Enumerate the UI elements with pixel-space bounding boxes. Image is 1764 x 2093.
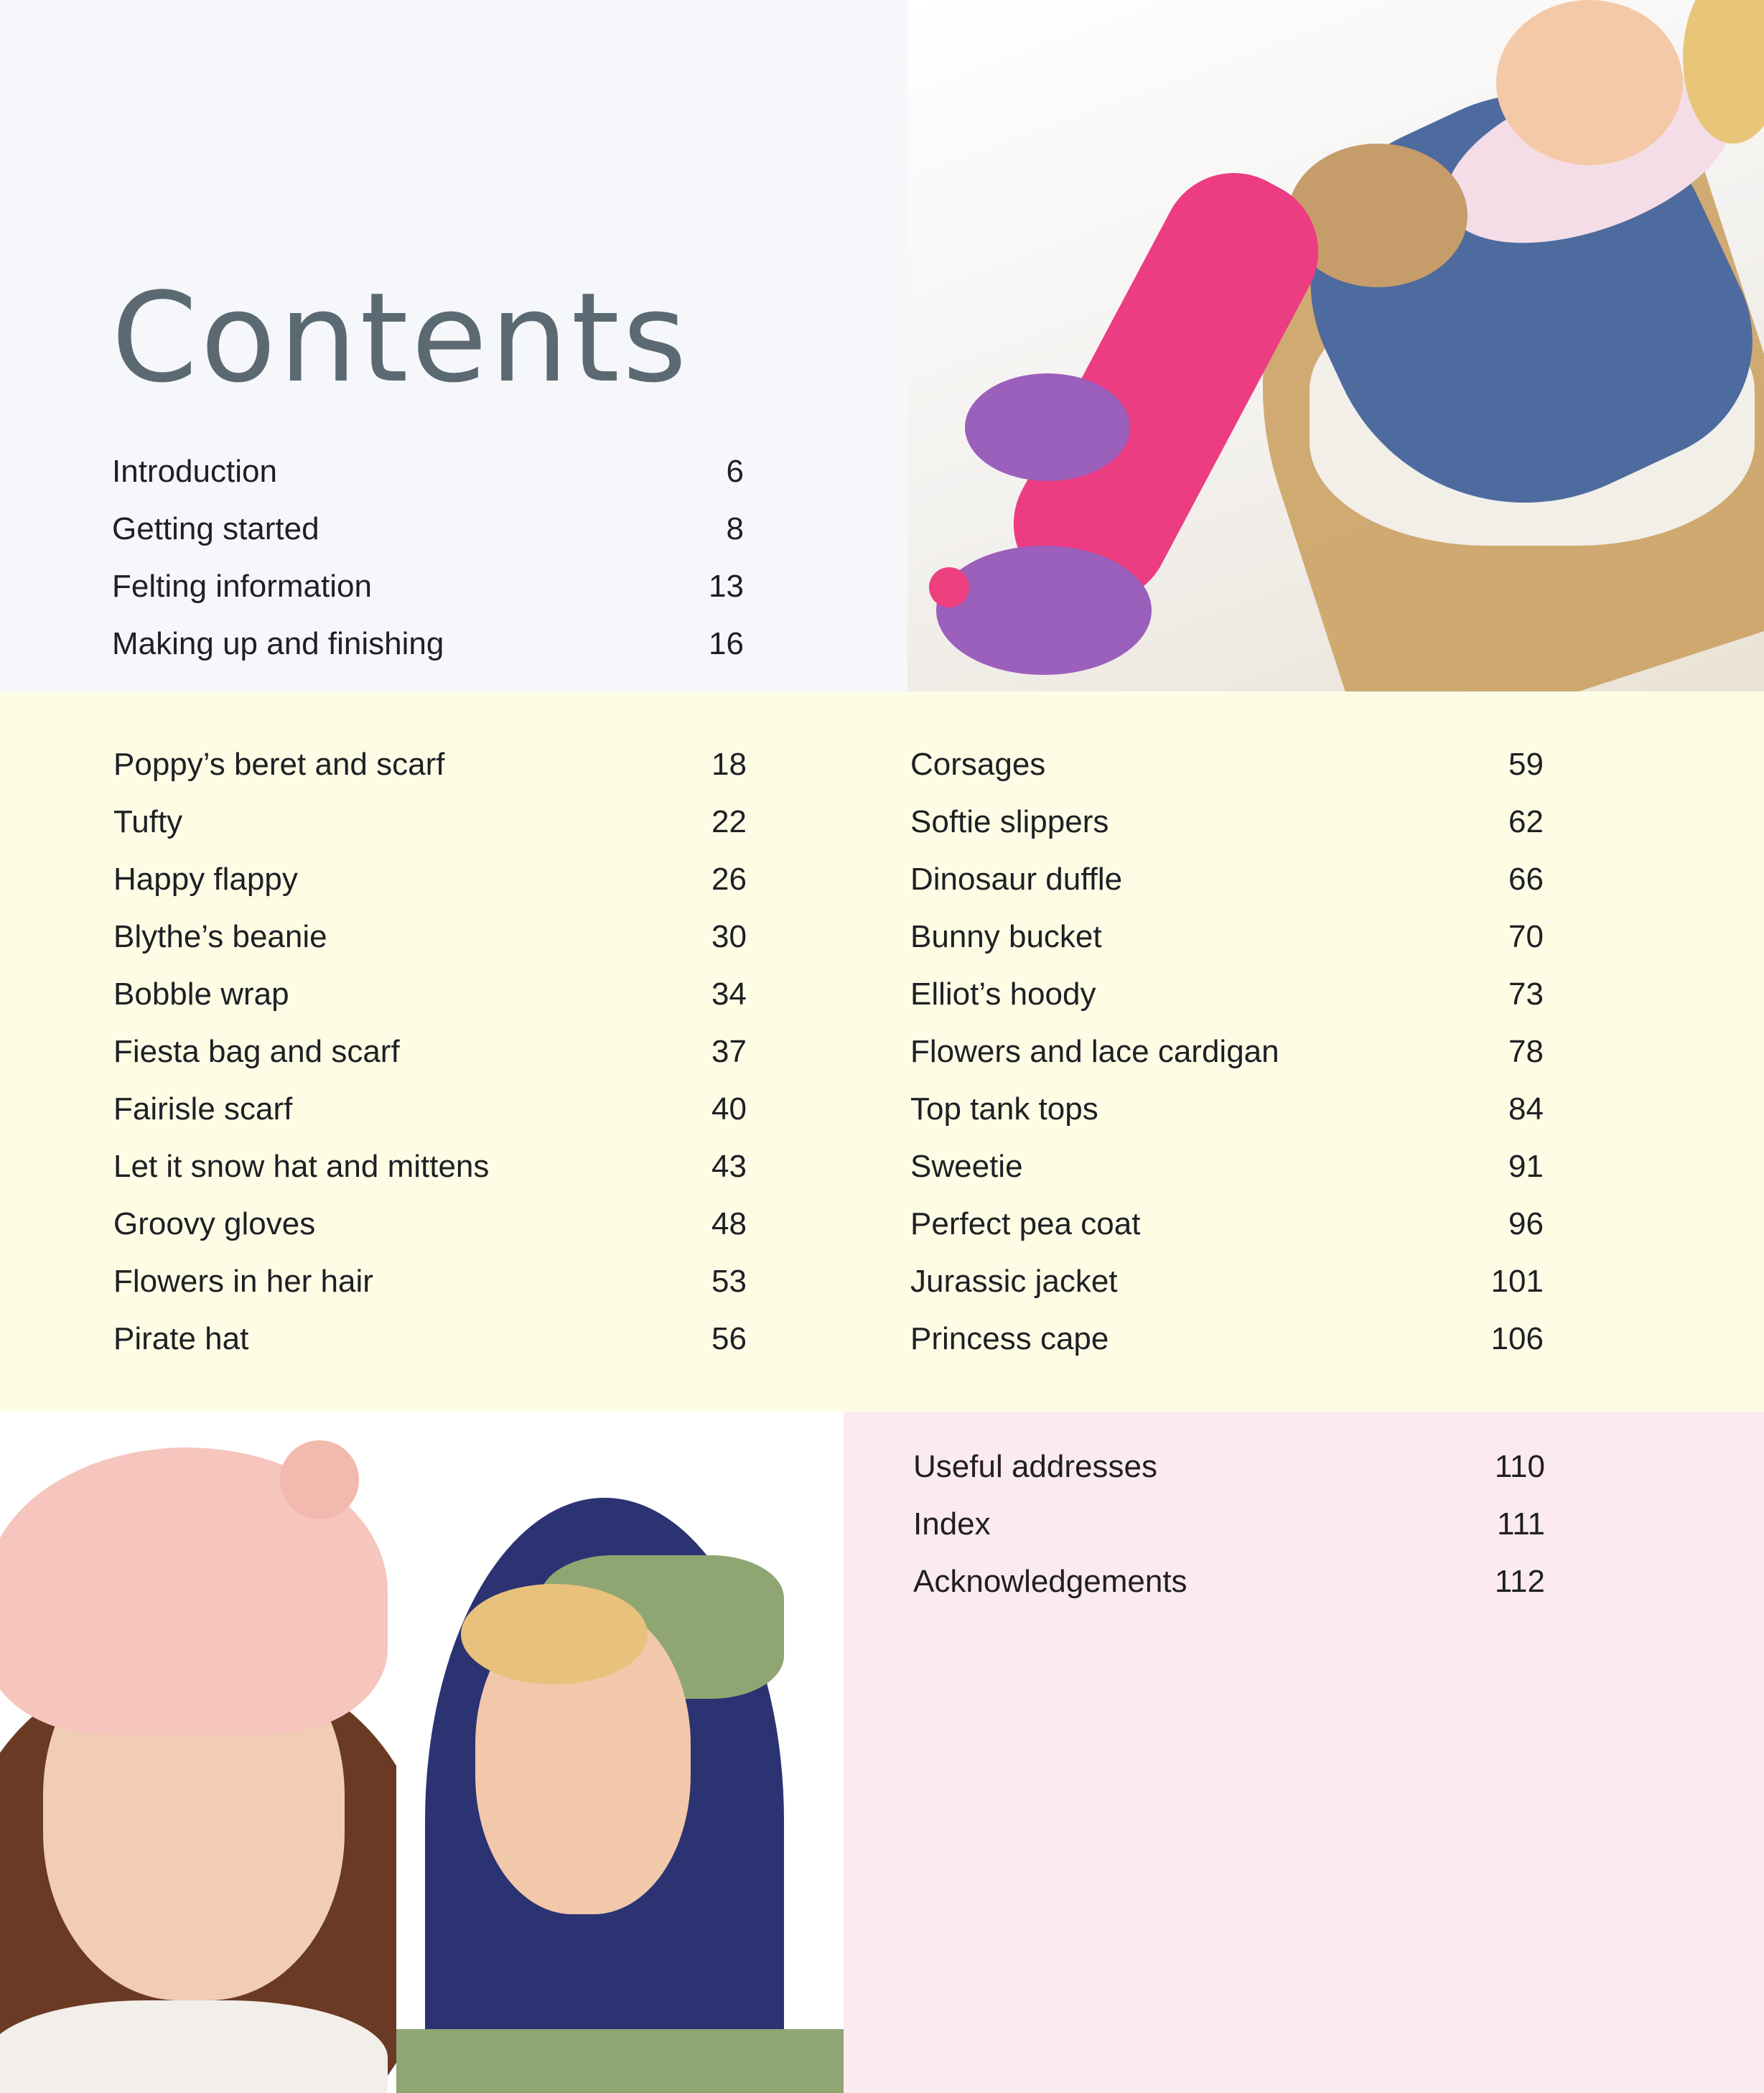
toc-entry[interactable] <box>113 1138 747 1195</box>
toc-entry-title: Felting information <box>112 569 372 604</box>
toc-entry[interactable] <box>113 1081 747 1138</box>
toc-entry[interactable] <box>113 1195 747 1253</box>
toc-entry[interactable] <box>113 966 747 1023</box>
toc-entry-title: Getting started <box>112 511 319 546</box>
toc-entry-title: Bunny bucket <box>910 919 1102 954</box>
toc-entry-page: 48 <box>711 1206 747 1241</box>
toc-entry-title: Happy flappy <box>113 862 298 897</box>
toc-entry[interactable] <box>913 1438 1545 1496</box>
toc-entry-title: Acknowledgements <box>913 1564 1187 1599</box>
toc-entry-page: 13 <box>709 569 744 604</box>
toc-entry[interactable] <box>113 1310 747 1368</box>
toc-entry[interactable] <box>112 615 744 673</box>
top <box>0 2000 388 2093</box>
toc-entry-title: Fiesta bag and scarf <box>113 1034 400 1069</box>
toc-entry[interactable] <box>113 793 747 851</box>
toc-entry[interactable] <box>910 1310 1544 1368</box>
page-title: Contents <box>111 266 690 411</box>
toc-entry[interactable] <box>910 908 1544 966</box>
toc-entry[interactable] <box>910 1253 1544 1310</box>
toc-entry-title: Dinosaur duffle <box>910 862 1123 897</box>
toc-entry[interactable] <box>913 1496 1545 1553</box>
toc-entry-title: Perfect pea coat <box>910 1206 1141 1241</box>
toc-entry-title: Pirate hat <box>113 1321 249 1356</box>
toc-entry[interactable] <box>112 558 744 615</box>
toc-entry[interactable] <box>910 1081 1544 1138</box>
toc-entry-page: 110 <box>1494 1449 1545 1484</box>
toc-entry-page: 16 <box>709 626 744 661</box>
toc-entry-title: Jurassic jacket <box>910 1264 1118 1299</box>
toc-entry-title: Top tank tops <box>910 1091 1098 1127</box>
toc-entry-page: 78 <box>1508 1034 1544 1069</box>
toc-entry-page: 22 <box>711 804 747 839</box>
toc-entry-title: Making up and finishing <box>112 626 444 661</box>
toc-entry-title: Elliot’s hoody <box>910 976 1096 1012</box>
toc-entry-page: 84 <box>1508 1091 1544 1127</box>
toc-entry[interactable] <box>910 793 1544 851</box>
toc-entry-title: Useful addresses <box>913 1449 1157 1484</box>
toc-entry-page: 37 <box>711 1034 747 1069</box>
hoody-stripe <box>396 2029 844 2093</box>
toc-entry-page: 101 <box>1490 1264 1544 1299</box>
photo-girl-in-lace-beret <box>0 1412 396 2093</box>
toc-entry-title: Tufty <box>113 804 183 839</box>
toc-entry-page: 96 <box>1508 1206 1544 1241</box>
toc-entry-title: Blythe’s beanie <box>113 919 327 954</box>
toc-intro-list <box>112 443 744 673</box>
toc-entry[interactable] <box>112 443 744 500</box>
hair <box>461 1584 648 1684</box>
toc-projects-left <box>113 736 747 1368</box>
toc-entry[interactable] <box>910 851 1544 908</box>
toc-entry[interactable] <box>913 1553 1545 1610</box>
toc-entry-page: 34 <box>711 976 747 1012</box>
slipper <box>936 546 1152 675</box>
toc-entry-title: Introduction <box>112 454 277 489</box>
toc-entry-page: 18 <box>711 747 747 782</box>
toc-entry[interactable] <box>113 908 747 966</box>
toc-entry-title: Poppy’s beret and scarf <box>113 747 445 782</box>
toc-entry[interactable] <box>113 1253 747 1310</box>
toc-entry-page: 30 <box>711 919 747 954</box>
toc-entry-title: Fairisle scarf <box>113 1091 293 1127</box>
toc-entry-title: Let it snow hat and mittens <box>113 1149 490 1184</box>
toc-back-matter <box>913 1438 1545 1610</box>
toc-entry[interactable] <box>113 736 747 793</box>
toc-entry[interactable] <box>910 966 1544 1023</box>
toc-entry-page: 62 <box>1508 804 1544 839</box>
toc-entry-page: 40 <box>711 1091 747 1127</box>
toc-entry[interactable] <box>910 1023 1544 1081</box>
toc-entry-page: 6 <box>726 454 744 489</box>
photo-boy-in-striped-hoody <box>396 1412 844 2093</box>
flower-corsage <box>280 1440 359 1519</box>
toc-entry-page: 26 <box>711 862 747 897</box>
toc-entry-title: Groovy gloves <box>113 1206 316 1241</box>
toc-entry-title: Index <box>913 1506 991 1542</box>
toc-entry-page: 112 <box>1494 1564 1545 1599</box>
toc-projects-right <box>910 736 1544 1368</box>
toc-entry[interactable] <box>113 851 747 908</box>
toc-entry[interactable] <box>910 1138 1544 1195</box>
toc-entry-title: Sweetie <box>910 1149 1023 1184</box>
toc-entry-page: 106 <box>1490 1321 1544 1356</box>
toc-entry-page: 56 <box>711 1321 747 1356</box>
toc-entry-title: Bobble wrap <box>113 976 289 1012</box>
toc-entry-page: 8 <box>726 511 744 546</box>
slipper <box>965 373 1130 481</box>
toc-entry-title: Flowers in her hair <box>113 1264 373 1299</box>
toc-entry-page: 66 <box>1508 862 1544 897</box>
toc-entry[interactable] <box>910 1195 1544 1253</box>
pompom <box>929 567 969 607</box>
toc-entry-title: Softie slippers <box>910 804 1109 839</box>
toc-entry[interactable] <box>113 1023 747 1081</box>
toc-entry-title: Princess cape <box>910 1321 1109 1356</box>
toc-entry[interactable] <box>112 500 744 558</box>
toc-entry-page: 70 <box>1508 919 1544 954</box>
toc-entry[interactable] <box>910 736 1544 793</box>
toc-entry-page: 73 <box>1508 976 1544 1012</box>
toc-entry-page: 43 <box>711 1149 747 1184</box>
child-face <box>1496 0 1683 165</box>
toc-entry-page: 111 <box>1497 1506 1545 1542</box>
toc-entry-page: 91 <box>1508 1149 1544 1184</box>
toc-entry-page: 59 <box>1508 747 1544 782</box>
toc-entry-title: Corsages <box>910 747 1046 782</box>
toc-entry-title: Flowers and lace cardigan <box>910 1034 1279 1069</box>
toc-entry-page: 53 <box>711 1264 747 1299</box>
photo-girl-in-wicker-chair <box>907 0 1764 691</box>
